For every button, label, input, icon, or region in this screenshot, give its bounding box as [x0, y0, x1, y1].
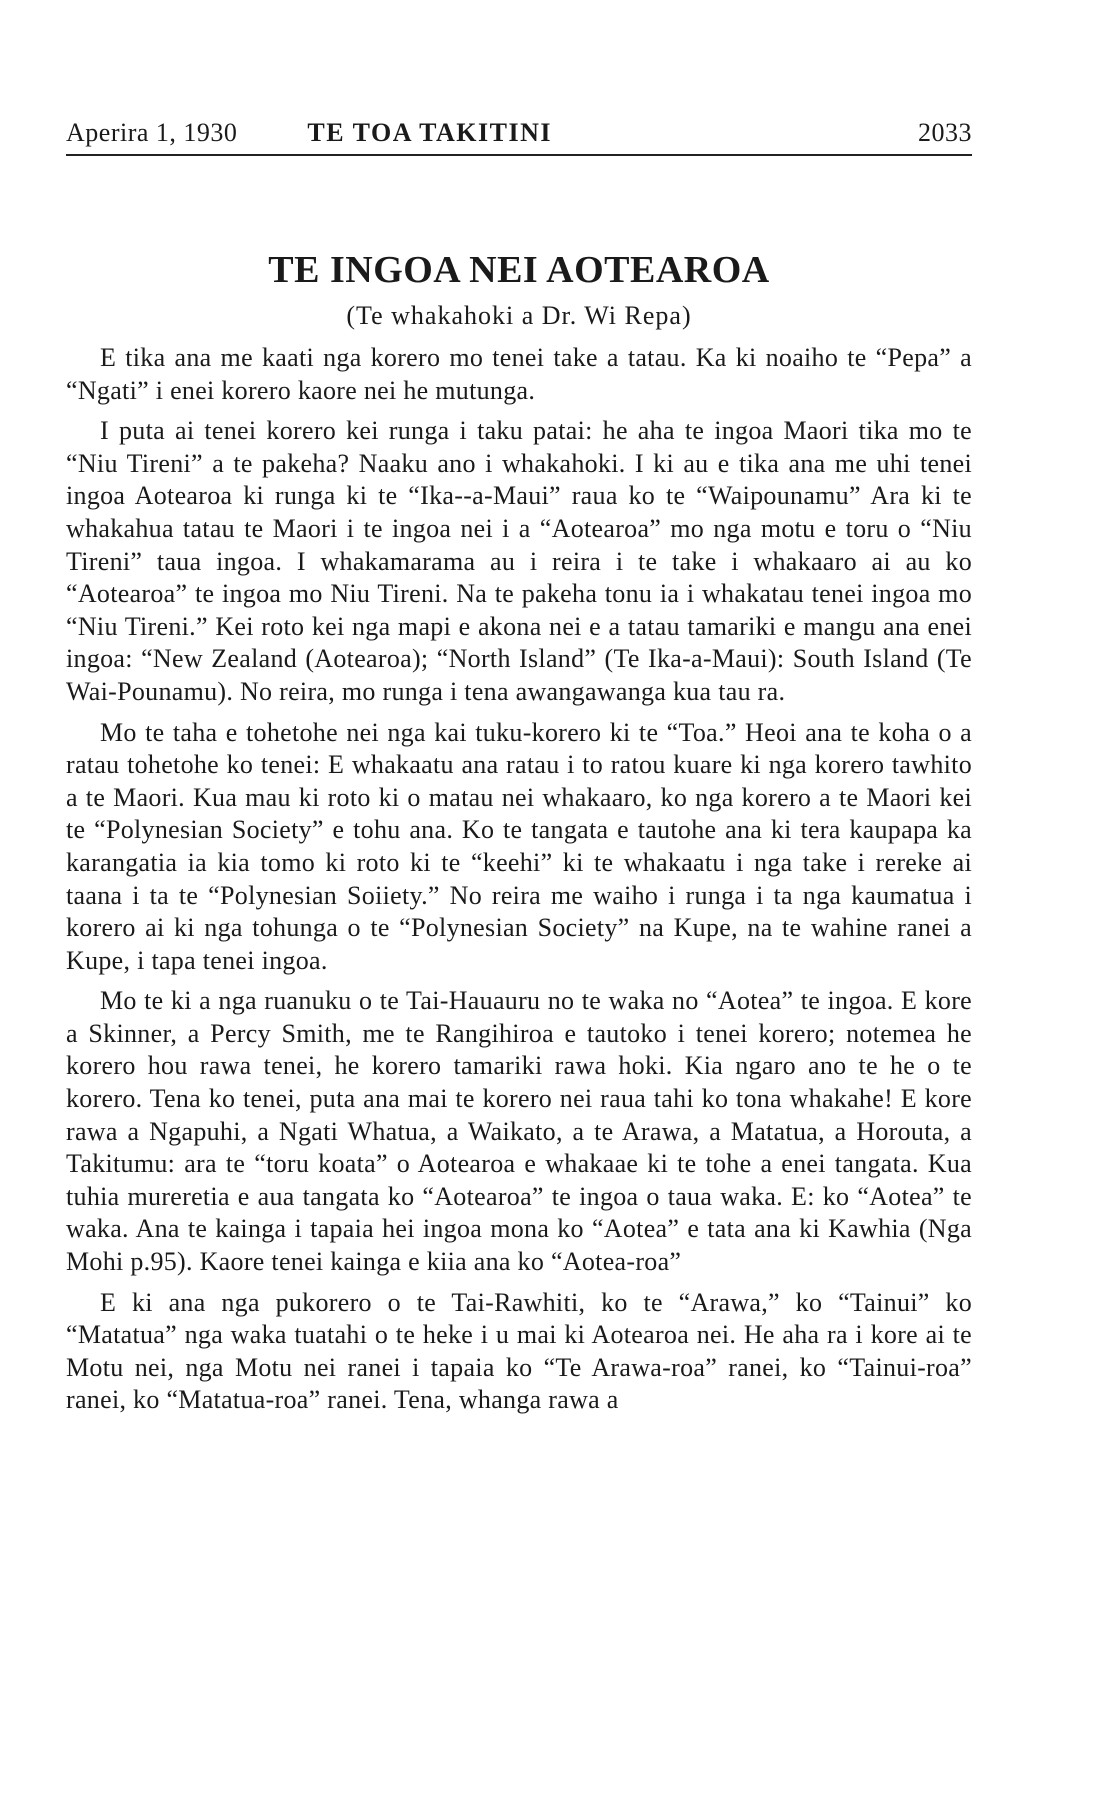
paragraph-4: Mo te ki a nga ruanuku o te Tai-Hauauru no te waka no “Aotea” te ingoa. E kore a Skinner, a Percy Smith, me te Rangihiroa e tautoko i tenei korero; notemea he korero hou rawa tenei, he korero tamariki rawa hoki. Kia ngaro ano te he o te korero. Tena ko tenei, puta ana mai te korero nei raua tahi ko tona whakahe! E kore rawa a Ngapuhi, a Ngati Whatua, a Waikato, a te Arawa, a Matatua, a Horouta, a Takitumu: ara te “toru koata” o Aotearoa e whakaae ki te tohe a enei tangata. Kua tuhia mureretia e aua tangata ko “Aotearoa” te ingoa o taua waka. E: ko “Aotea” te waka. Ana te kainga i tapaia hei ingoa mona ko “Aotea” e tata ana ki Kawhia (Nga Mohi p.95). Kaore tenei kainga e kiia ana ko “Aotea-roa”	[66, 986, 972, 1277]
article-subtitle: (Te whakahoki a Dr. Wi Repa)	[346, 301, 692, 330]
paragraph-2: I puta ai tenei korero kei runga i taku patai: he aha te ingoa Maori tika mo te “Niu Tireni” a te pakeha? Naaku ano i whakahoki. I ki au e tika ana me uhi tenei ingoa Aotearoa ki runga ki te “Ika--a-Maui” raua ko te “Waipounamu” Ara ki te whakahua tatau te Maori i te ingoa nei i a “Aotearoa” mo nga motu e toru o “Niu Tireni” taua ingoa. I whakamarama au i reira i te take i whakaaro ai au ko “Aotearoa” te ingoa mo Niu Tireni. Na te pakeha tonu ia i whakatau tenei ingoa mo “Niu Tireni.” Kei roto kei nga mapi e akona nei e a tatau tamariki e mangu ana enei ingoa: “New Zealand (Aotearoa); “North Island” (Te Ika-a-Maui): South Island (Te Wai-Pounamu). No reira, mo runga i tena awangawanga kua tau ra.	[66, 416, 972, 706]
article-title: TE INGOA NEI AOTEAROA	[268, 249, 770, 291]
running-header	[66, 118, 972, 156]
paragraph-1: E tika ana me kaati nga korero mo tenei take a tatau. Ka ki noaiho te “Pepa” a “Ngati” i enei korero kaore nei he mutunga.	[66, 343, 972, 405]
paragraph-3: Mo te taha e tohetohe nei nga kai tuku-korero ki te “Toa.” Heoi ana te koha o a ratau tohetohe ko tenei: E whakaatu ana ratau i to ratou kuare ki nga korero tawhito a te Maori. Kua mau ki roto ki o matau nei whakaaro, ko nga korero a te Maori kei te “Polynesian Society” e tohu ana. Ko te tangata e tautohe ana ki tera kaupapa ka karangatia ia kia tomo ki roto ki te “keehi” ki te whakaatu i nga take i rereke ai taana i ta te “Polynesian Soiiety.” No reira me waiho i runga i ta nga kaumatua i korero ai ki nga tohunga o te “Polynesian Society” na Kupe, na te wahine ranei a Kupe, i tapa tenei ingoa.	[66, 717, 972, 975]
page-number: 2033	[918, 118, 972, 147]
article-body	[66, 342, 972, 1417]
journal-title: TE TOA TAKITINI	[307, 118, 552, 147]
document-page	[66, 118, 972, 1417]
paragraph-5: E ki ana nga pukorero o te Tai-Rawhiti, ko te “Arawa,” ko “Tainui” ko “Matatua” nga waka tuatahi o te heke i u mai ki Aotearoa nei. He aha ra i kore ai te Motu nei, nga Motu nei ranei i tapaia ko “Te Arawa-roa” ranei, ko “Tainui-roa” ranei, ko “Matatua-roa” ranei. Tena, whanga rawa a	[66, 1287, 972, 1415]
issue-date: Aperira 1, 1930	[66, 118, 238, 147]
